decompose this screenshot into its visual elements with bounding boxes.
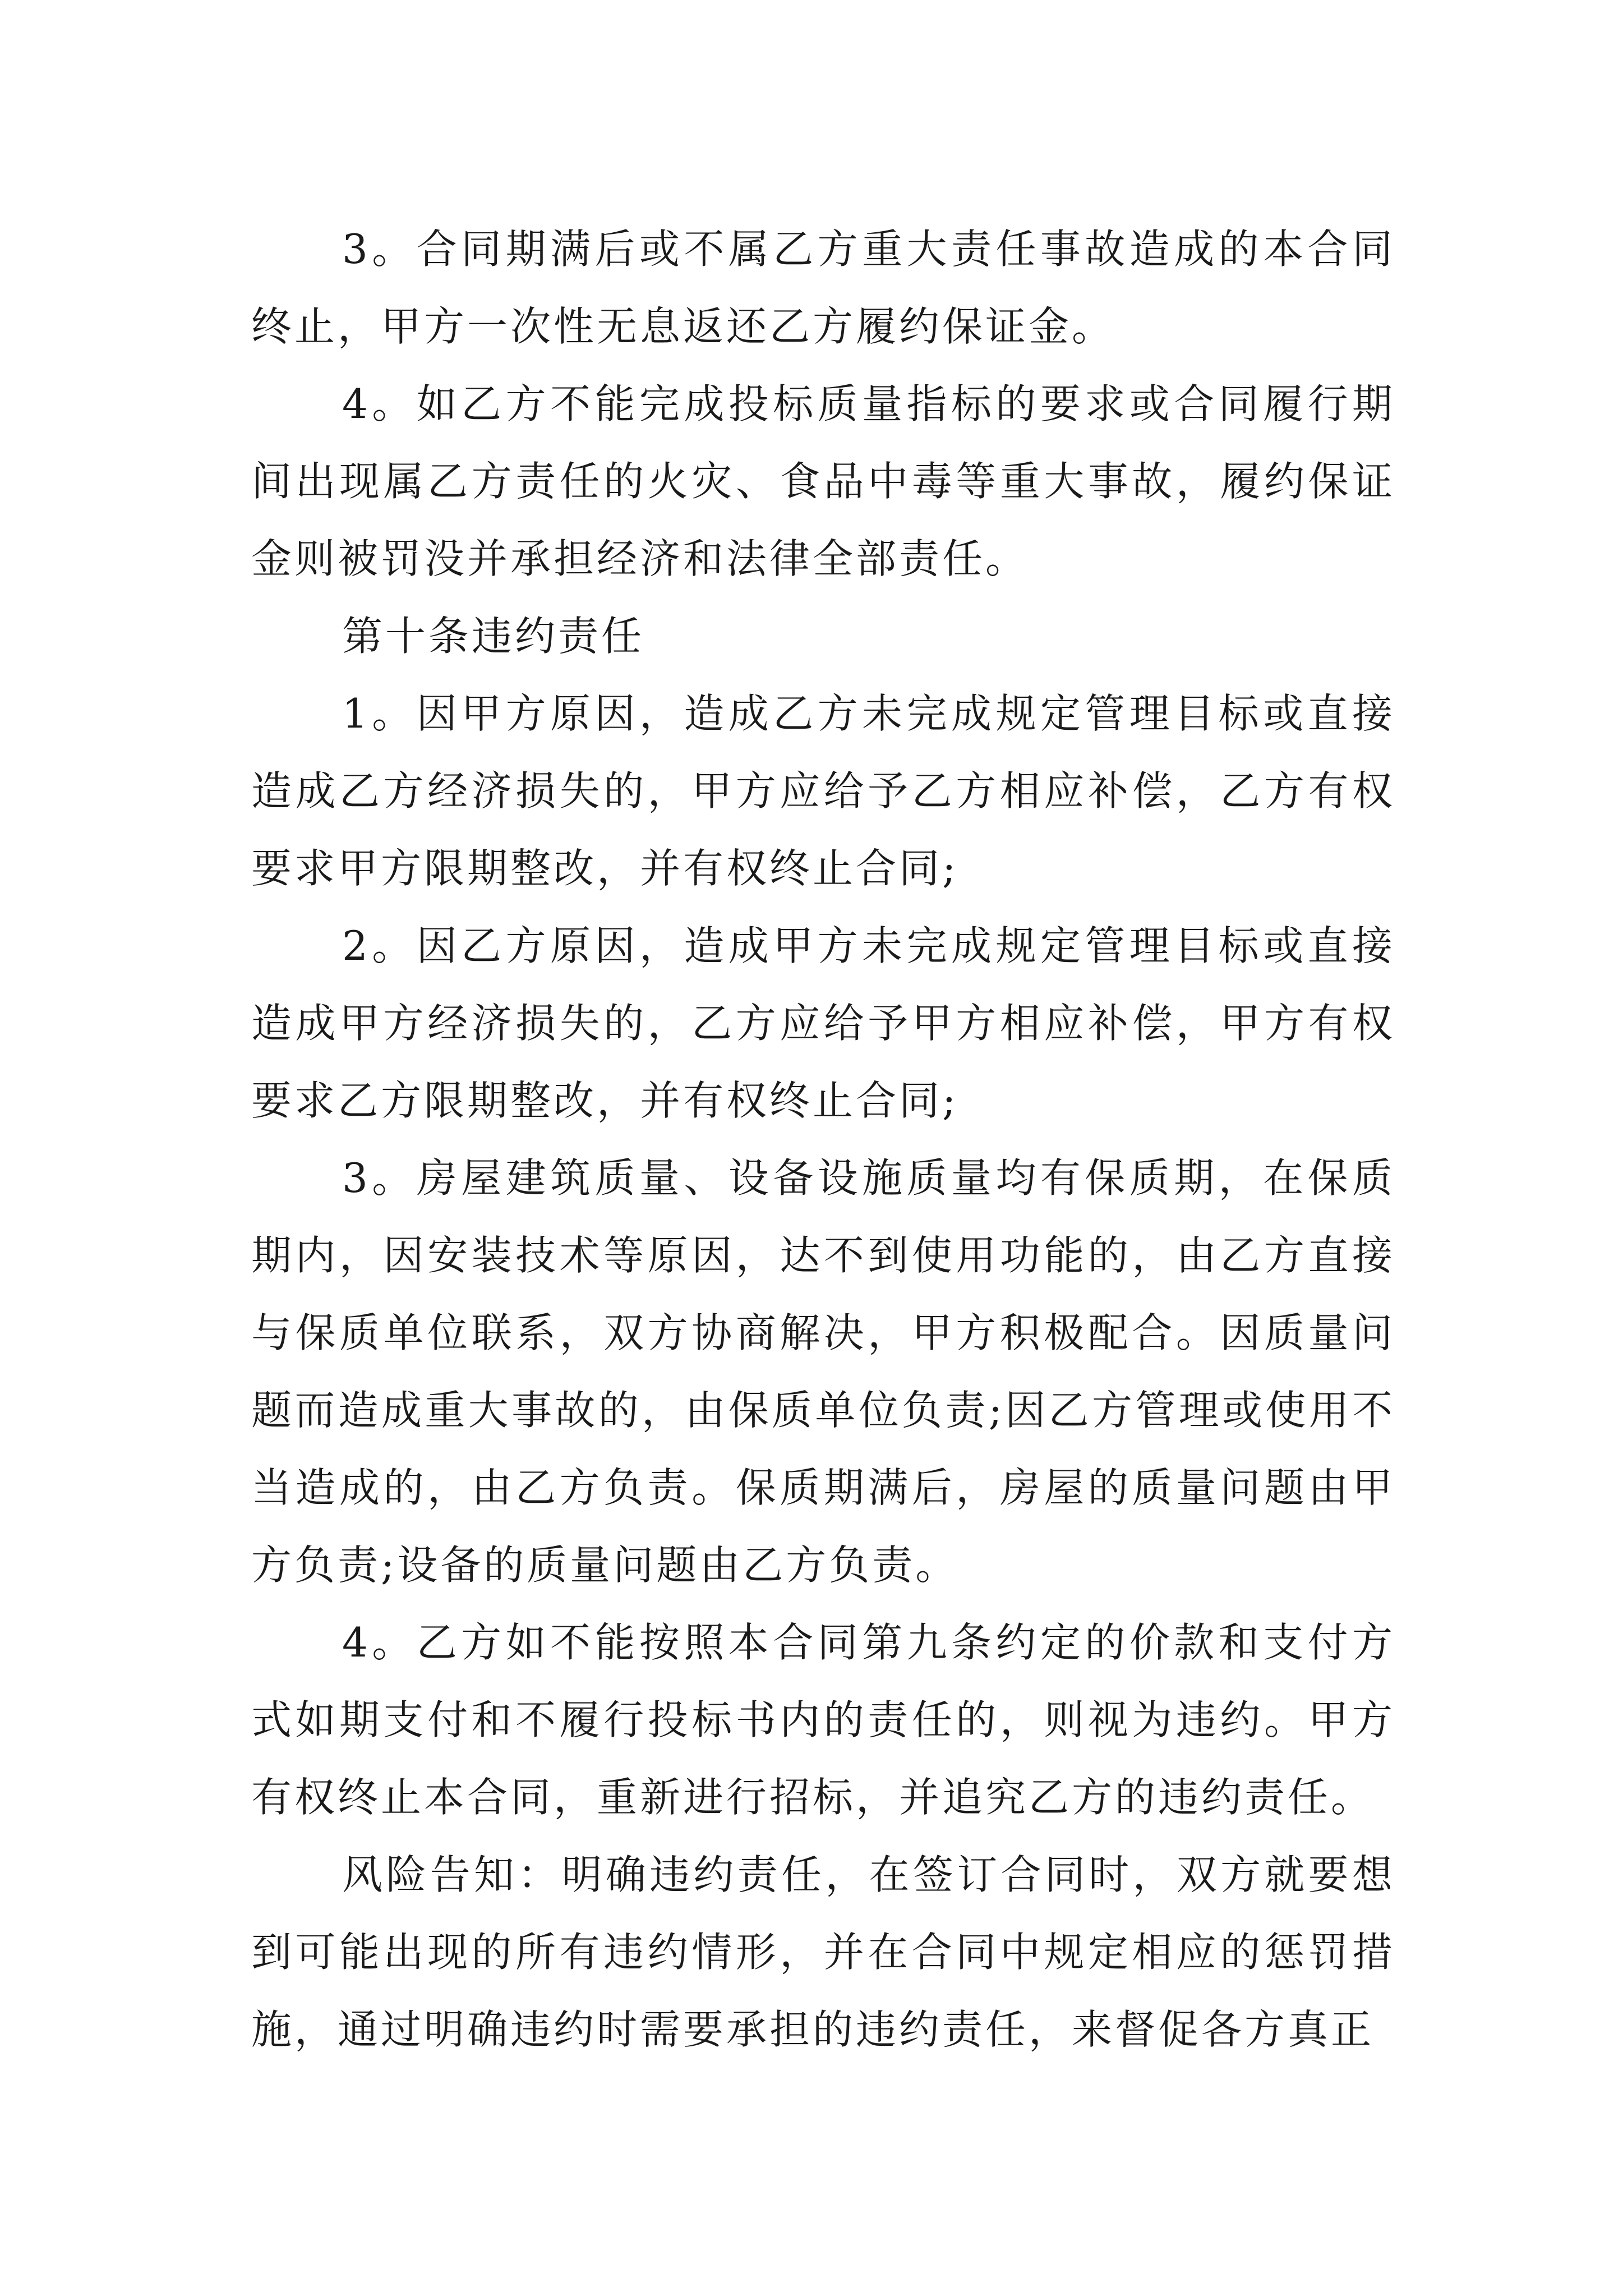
paragraph-risk-notice: 风险告知：明确违约责任，在签订合同时，双方就要想到可能出现的所有违约情形，并在合同中规定相应的惩罚措施，通过明确违约时需要承担的违约责任，来督促各方真正 [251, 1851, 1395, 2053]
paragraph-clause-9-4: 4。如乙方不能完成投标质量指标的要求或合同履行期间出现属乙方责任的火灾、食品中毒等重大事故，履约保证金则被罚没并承担经济和法律全部责任。 [251, 380, 1395, 582]
paragraph-clause-10-1: 1。因甲方原因，造成乙方未完成规定管理目标或直接造成乙方经济损失的，甲方应给予乙方相应补偿，乙方有权要求甲方限期整改，并有权终止合同; [251, 690, 1395, 892]
document-body [251, 210, 1395, 2068]
paragraph-clause-10-2: 2。因乙方原因，造成甲方未完成规定管理目标或直接造成甲方经济损失的，乙方应给予甲方相应补偿，甲方有权要求乙方限期整改，并有权终止合同; [251, 922, 1395, 1124]
paragraph-clause-10-4: 4。乙方如不能按照本合同第九条约定的价款和支付方式如期支付和不履行投标书内的责任的，则视为违约。甲方有权终止本合同，重新进行招标，并追究乙方的违约责任。 [251, 1619, 1395, 1821]
section-heading-article-10: 第十条违约责任 [342, 613, 645, 660]
paragraph-clause-9-3: 3。合同期满后或不属乙方重大责任事故造成的本合同终止，甲方一次性无息返还乙方履约保证金。 [251, 226, 1395, 350]
paragraph-clause-10-3: 3。房屋建筑质量、设备设施质量均有保质期，在保质期内，因安装技术等原因，达不到使用功能的，由乙方直接与保质单位联系，双方协商解决，甲方积极配合。因质量问题而造成重大事故的，由保质单位负责;因乙方管理或使用不当造成的，由乙方负责。保质期满后，房屋的质量问题由甲方负责;设备的质量问题由乙方负责。 [251, 1154, 1395, 1589]
